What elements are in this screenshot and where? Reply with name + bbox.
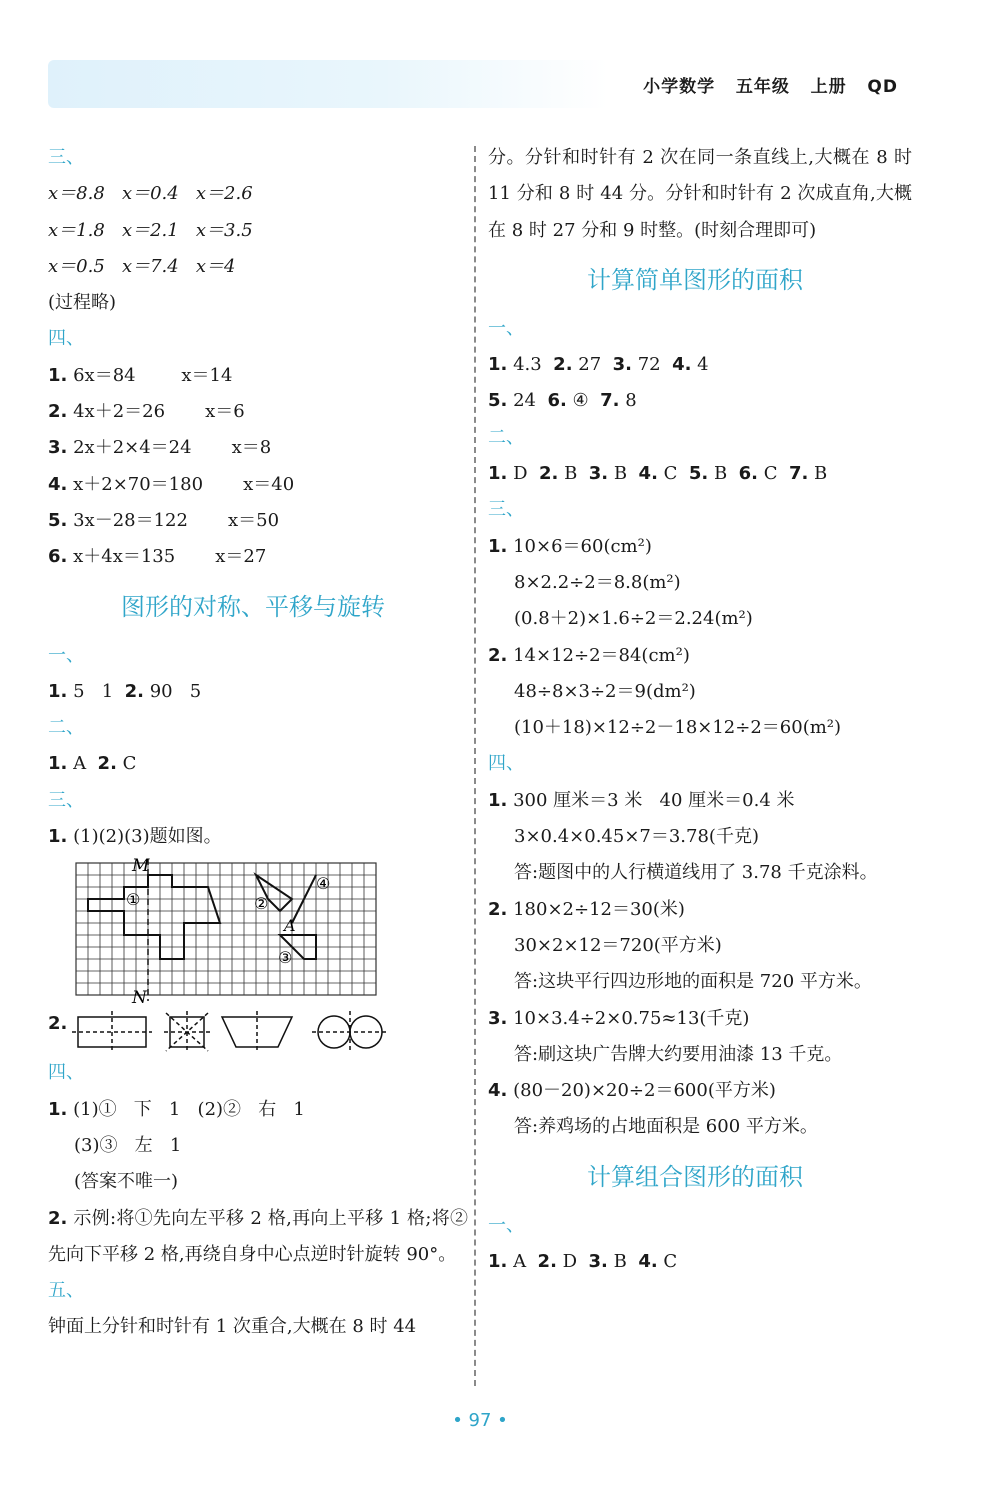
section-label: 四、 bbox=[48, 328, 84, 350]
section-label: 五、 bbox=[48, 1280, 84, 1302]
section-label: 三、 bbox=[48, 147, 84, 168]
answer-item: 2. 180×2÷12＝30(米) bbox=[488, 898, 685, 920]
answer-continuation: (0.8＋2)×1.6÷2＝2.24(m²) bbox=[514, 608, 753, 630]
answer-row: x＝1.8 x＝2.1 x＝3.5 bbox=[48, 219, 253, 241]
shape-1 bbox=[88, 875, 220, 959]
answer-item: 2. 示例:将①先向左平移 2 格,再向上平移 1 格;将②先向下平移 2 格,再绕自身中心点逆时针旋转 90°。 bbox=[48, 1207, 468, 1265]
answer-item: 2. 14×12÷2＝84(cm²) bbox=[488, 644, 690, 666]
answer-row: 1. A 2. D 3. B 4. C bbox=[488, 1251, 678, 1273]
answer-item: 1. 10×6＝60(cm²) bbox=[488, 535, 652, 557]
section-label: 四、 bbox=[488, 753, 524, 775]
answer-item: 2. 4x＋2＝26 x＝6 bbox=[48, 401, 245, 423]
answer-item: 1. 6x＝84 x＝14 bbox=[48, 364, 233, 386]
section-title: 计算简单图形的面积 bbox=[587, 265, 803, 294]
answer-row: 1. 5 1 2. 90 5 bbox=[48, 680, 202, 702]
answer-item: 1. 300 厘米＝3 米 40 厘米＝0.4 米 bbox=[488, 789, 795, 811]
answer-row: 1. 4.3 2. 27 3. 72 4. 4 bbox=[488, 354, 709, 376]
header-band bbox=[48, 60, 608, 108]
symmetry-axes-figure bbox=[48, 1007, 468, 1055]
answer-item: 3. 2x＋2×4＝24 x＝8 bbox=[48, 437, 272, 459]
answer-row: x＝8.8 x＝0.4 x＝2.6 bbox=[48, 183, 253, 205]
answer-item: 3. 10×3.4÷2×0.75≈13(千克) bbox=[488, 1007, 750, 1029]
label-m: M bbox=[132, 856, 150, 877]
answer-continuation: 分。分针和时针有 2 次在同一条直线上,大概在 8 时 11 分和 8 时 44 分。分针和时针有 2 次成直角,大概在 8 时 27 分和 9 时整。(时刻合理即可) bbox=[488, 147, 912, 241]
section-label: 三、 bbox=[48, 789, 84, 811]
section-label: 一、 bbox=[488, 317, 524, 339]
answer-row: 1. D 2. B 3. B 4. C 5. B 6. C 7. B bbox=[488, 463, 828, 485]
label-circle-2: ② bbox=[254, 894, 269, 914]
answer-sentence: 答:这块平行四边形地的面积是 720 平方米。 bbox=[514, 971, 872, 993]
label-n: N bbox=[132, 988, 147, 1008]
answer-continuation: 48÷8×3÷2＝9(dm²) bbox=[514, 680, 696, 702]
page-number: • 97 • bbox=[452, 1410, 508, 1431]
answer-continuation: 3×0.4×0.45×7＝3.78(千克) bbox=[514, 826, 759, 848]
section-title: 图形的对称、平移与旋转 bbox=[121, 592, 385, 621]
label-circle-3: ③ bbox=[278, 948, 293, 968]
answer-note: (答案不唯一) bbox=[74, 1171, 179, 1193]
answer-item: 4. x＋2×70＝180 x＝40 bbox=[48, 473, 295, 495]
right-column bbox=[488, 140, 912, 1280]
item-number: 2. bbox=[48, 1013, 68, 1035]
header-title: 小学数学 五年级 上册 QD bbox=[643, 77, 898, 97]
answer-item: 4. (80－20)×20÷2＝600(平方米) bbox=[488, 1080, 776, 1102]
answer-sentence: 答:养鸡场的占地面积是 600 平方米。 bbox=[514, 1116, 818, 1138]
section-title: 计算组合图形的面积 bbox=[587, 1162, 803, 1191]
section-label: 三、 bbox=[488, 499, 524, 521]
column-divider bbox=[474, 146, 476, 1386]
section-label: 二、 bbox=[48, 717, 84, 739]
grid-figure bbox=[48, 855, 468, 1007]
section-label: 一、 bbox=[488, 1214, 524, 1236]
label-circle-1: ① bbox=[126, 890, 141, 910]
section-label: 二、 bbox=[488, 426, 524, 448]
symmetry-shapes bbox=[72, 1007, 452, 1055]
grid-lines bbox=[76, 863, 376, 995]
answer-continuation: 30×2×12＝720(平方米) bbox=[514, 934, 722, 956]
grid-diagram bbox=[48, 855, 468, 1007]
section-label: 四、 bbox=[48, 1062, 84, 1084]
answer-sentence: 答:题图中的人行横道线用了 3.78 千克涂料。 bbox=[514, 862, 878, 884]
answer-row: 1. A 2. C bbox=[48, 753, 137, 775]
answer-item: 6. x＋4x＝135 x＝27 bbox=[48, 546, 267, 568]
answer-row: 5. 24 6. ④ 7. 8 bbox=[488, 390, 637, 412]
answer-continuation: 8×2.2÷2＝8.8(m²) bbox=[514, 571, 681, 593]
label-circle-4: ④ bbox=[316, 874, 331, 894]
answer-continuation: (3)③ 左 1 bbox=[74, 1134, 182, 1156]
answer-sentence: 答:刷这块广告牌大约要用油漆 13 千克。 bbox=[514, 1043, 843, 1065]
answer-row: x＝0.5 x＝7.4 x＝4 bbox=[48, 255, 236, 277]
answer-item: 5. 3x－28＝122 x＝50 bbox=[48, 509, 280, 531]
answer-item: 1. (1)① 下 1 (2)② 右 1 bbox=[48, 1098, 305, 1120]
section-label: 一、 bbox=[48, 644, 84, 666]
answer-continuation: (10＋18)×12÷2－18×12÷2＝60(m²) bbox=[514, 717, 842, 739]
note: (过程略) bbox=[48, 292, 117, 314]
answer-item: 1. (1)(2)(3)题如图。 bbox=[48, 826, 222, 848]
left-column bbox=[48, 140, 468, 1346]
label-a: A bbox=[284, 916, 296, 936]
answer-text: 钟面上分针和时针有 1 次重合,大概在 8 时 44 bbox=[48, 1316, 417, 1338]
